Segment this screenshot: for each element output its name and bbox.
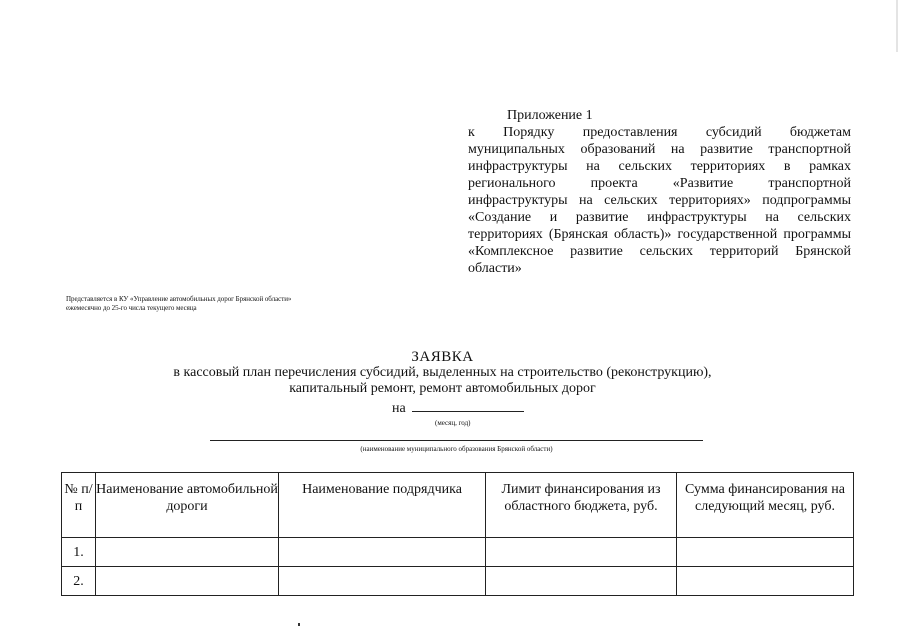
form-heading — [140, 349, 745, 397]
submission-note-line-2: ежемесячно до 25-го числа текущего месяца — [66, 304, 197, 312]
table-cell-number: 2. — [62, 567, 96, 596]
table-cell-next-month-amount — [677, 567, 854, 596]
municipality-blank-line — [210, 440, 703, 441]
submission-note — [66, 295, 291, 313]
table-row — [62, 538, 854, 567]
column-header-funding-limit: Лимит финансирования из областного бюджета, руб. — [486, 473, 677, 538]
form-subtitle-line-1: в кассовый план перечисления субсидий, выделенных на строительство (реконструкцию), — [173, 365, 712, 380]
scan-edge-mark — [896, 0, 898, 52]
appendix-text: к Порядку предоставления субсидий бюджетам муниципальных образований на развитие транспортной инфраструктуры на сельских территориях в рамках регионального проекта «Развитие транспортной инфраструктуры на сельских территориях» подпрограммы «Создание и развитие инфраструктуры на сельских территориях (Брянская область)» государственной программы «Комплексное развитие сельских территорий Брянской области» — [468, 125, 851, 276]
column-header-road-name: Наименование автомобильной дороги — [96, 473, 279, 538]
table-cell-funding-limit — [486, 538, 677, 567]
column-header-contractor: Наименование подрядчика — [279, 473, 486, 538]
table-cell-next-month-amount — [677, 538, 854, 567]
month-blank-line — [412, 399, 524, 412]
table-cell-contractor — [279, 538, 486, 567]
column-header-number: № п/п — [62, 473, 96, 538]
month-caption: (месяц, год) — [435, 419, 471, 427]
table-cell-number: 1. — [62, 538, 96, 567]
request-table — [61, 472, 854, 596]
column-header-next-month-amount: Сумма финансирования на следующий месяц, руб. — [677, 473, 854, 538]
form-subtitle-line-2: капитальный ремонт, ремонт автомобильных дорог — [289, 381, 596, 396]
table-cell-funding-limit — [486, 567, 677, 596]
table-cell-road-name — [96, 567, 279, 596]
submission-note-line-1: Представляется в КУ «Управление автомобильных дорог Брянской области» — [66, 295, 292, 303]
table-row — [62, 567, 854, 596]
table-cell-road-name — [96, 538, 279, 567]
table-header-row — [62, 473, 854, 538]
scan-speck — [298, 623, 300, 626]
month-field — [392, 399, 524, 417]
table-cell-contractor — [279, 567, 486, 596]
municipality-caption: (наименование муниципального образования Брянской области) — [360, 445, 553, 453]
appendix-title: Приложение 1 — [507, 108, 593, 123]
form-title: ЗАЯВКА — [411, 349, 474, 365]
month-prefix: на — [392, 401, 406, 416]
